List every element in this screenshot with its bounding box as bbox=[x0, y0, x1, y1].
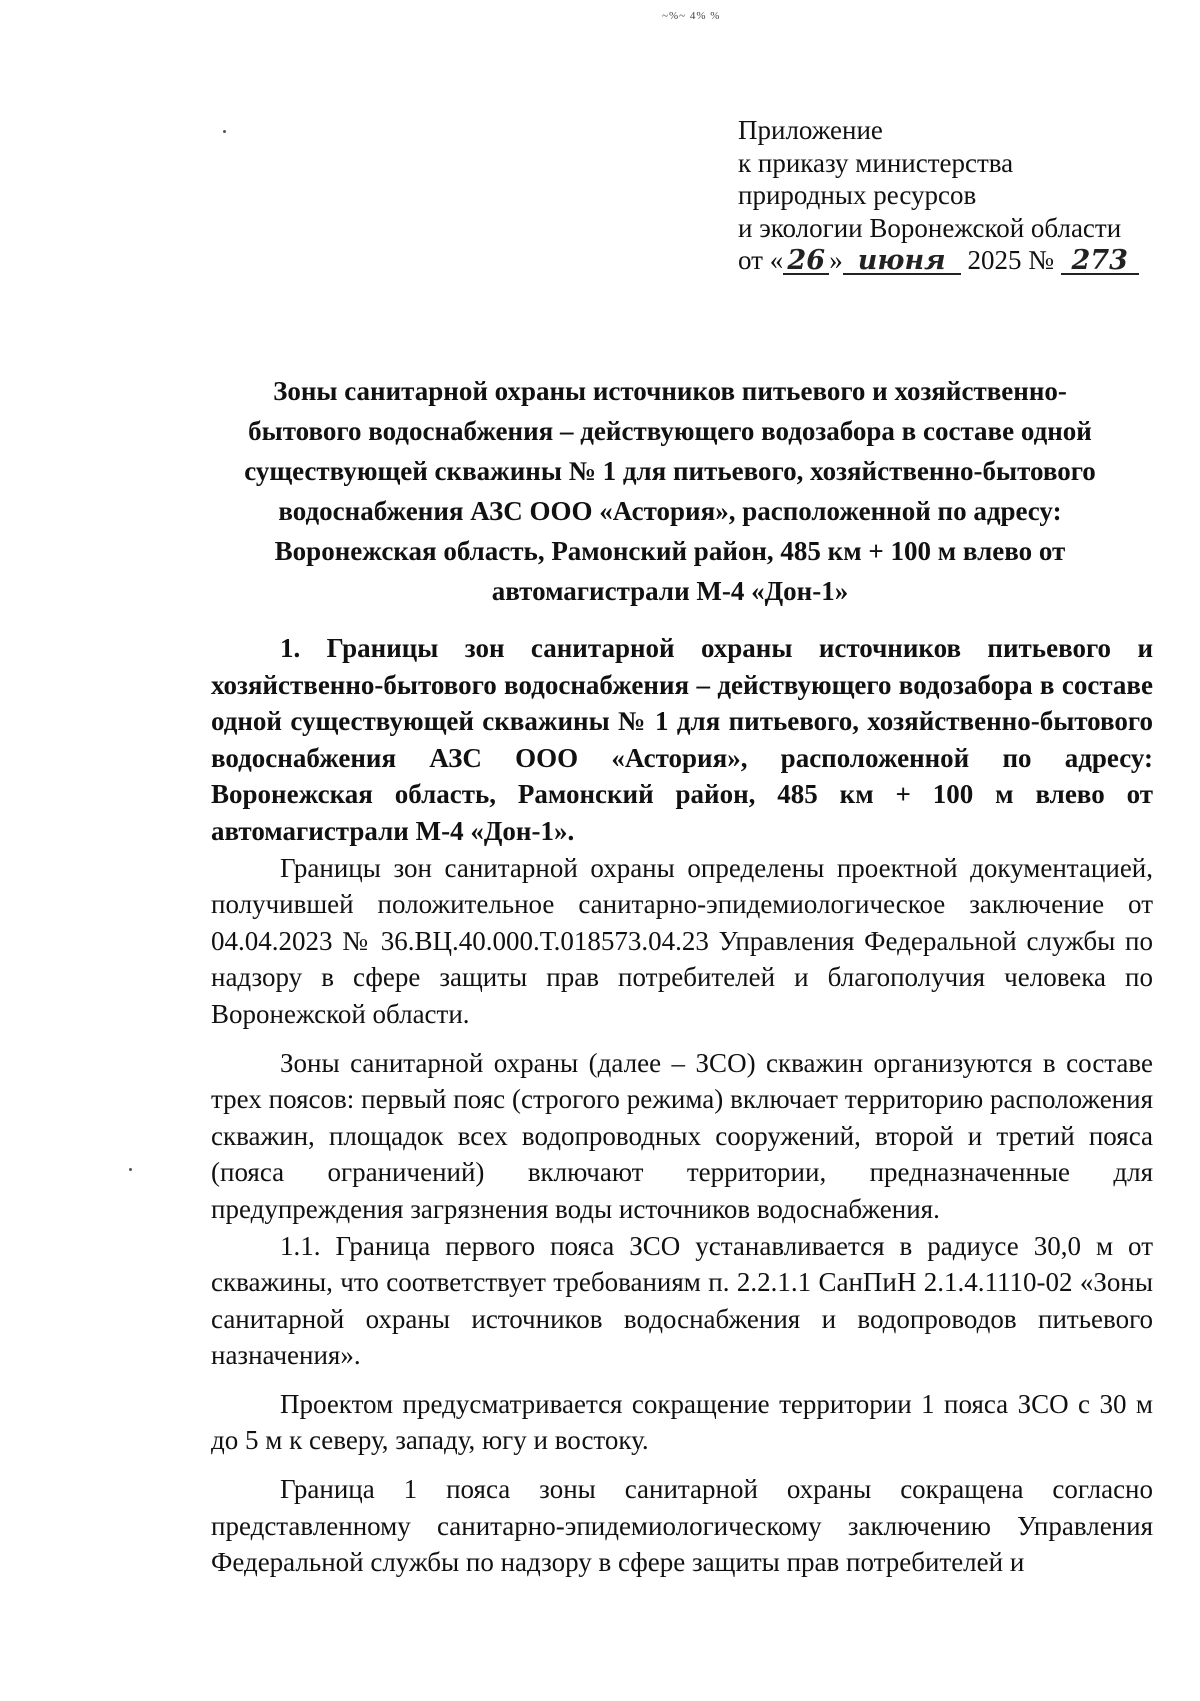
appendix-line: природных ресурсов bbox=[738, 180, 977, 210]
title-line: Зоны санитарной охраны источников питьевого и хозяйственно- bbox=[273, 376, 1067, 406]
paragraph: Граница 1 пояса зоны санитарной охраны сокращена согласно представленному санитарно-эпидемиологическому заключению Управления Федеральной службы по надзору в сфере защиты прав потребителей и bbox=[211, 1474, 1153, 1578]
handwritten-order-number: 273 bbox=[1061, 249, 1139, 275]
appendix-line: Приложение bbox=[738, 115, 883, 145]
paragraph: Зоны санитарной охраны (далее – ЗСО) скважин организуются в составе трех поясов: первый пояс (строгого режима) включает территорию расположения скважин, площадок всех водопроводных сооружений, второй и третий пояса (пояса ограничений) включают территории, предназначенные для предупреждения загрязнения воды источников водоснабжения. bbox=[211, 1047, 1153, 1224]
scan-speck bbox=[129, 1168, 132, 1171]
handwritten-month: июня bbox=[843, 249, 961, 275]
title-line: бытового водоснабжения – действующего водозабора в составе одной bbox=[248, 416, 1092, 446]
order-date-line bbox=[738, 244, 1139, 277]
document-title bbox=[210, 371, 1130, 611]
document-body bbox=[211, 630, 1153, 1581]
date-year: 2025 № bbox=[960, 245, 1061, 275]
scan-speck bbox=[223, 130, 226, 133]
paragraph: 1.1. Граница первого пояса ЗСО устанавливается в радиусе 30,0 м от скважины, что соответствует требованиям п. 2.2.1.1 СанПиН 2.1.4.1110-02 «Зоны санитарной охраны источников водоснабжения и водопроводов питьевого назначения». bbox=[211, 1230, 1153, 1371]
title-line: Воронежская область, Рамонский район, 485 км + 100 м влево от bbox=[274, 536, 1066, 566]
date-prefix: от « bbox=[738, 245, 784, 275]
handwritten-day: 26 bbox=[783, 249, 829, 275]
section-heading: 1. Границы зон санитарной охраны источников питьевого и хозяйственно-бытового водоснабжения – действующего водозабора в составе одной существующей скважины № 1 для питьевого, хозяйственно-бытового водоснабжения АЗС ООО «Астория», расположенной по адресу: Воронежская область, Рамонский район, 485 км + 100 м влево от автомагистрали М-4 «Дон-1». bbox=[211, 633, 1153, 846]
title-line: автомагистрали М-4 «Дон-1» bbox=[491, 576, 849, 606]
scan-mark: ~%~ 4% % bbox=[662, 10, 721, 22]
paragraph: Границы зон санитарной охраны определены проектной документацией, получившей положительное санитарно-эпидемиологическое заключение от 04.04.2023 № 36.ВЦ.40.000.Т.018573.04.23 Управления Федеральной службы по надзору в сфере защиты прав потребителей и благополучия человека по Воронежской области. bbox=[211, 852, 1153, 1029]
appendix-line: к приказу министерства bbox=[738, 147, 1014, 178]
title-line: водоснабжения АЗС ООО «Астория», расположенной по адресу: bbox=[278, 496, 1062, 526]
title-line: существующей скважины № 1 для питьевого, хозяйственно-бытового bbox=[244, 456, 1096, 486]
paragraph: Проектом предусматривается сокращение территории 1 пояса ЗСО с 30 м до 5 м к северу, западу, югу и востоку. bbox=[211, 1388, 1153, 1456]
date-mid: » bbox=[829, 245, 843, 275]
appendix-block bbox=[738, 114, 1139, 277]
appendix-line: и экологии Воронежской области bbox=[738, 212, 1122, 243]
